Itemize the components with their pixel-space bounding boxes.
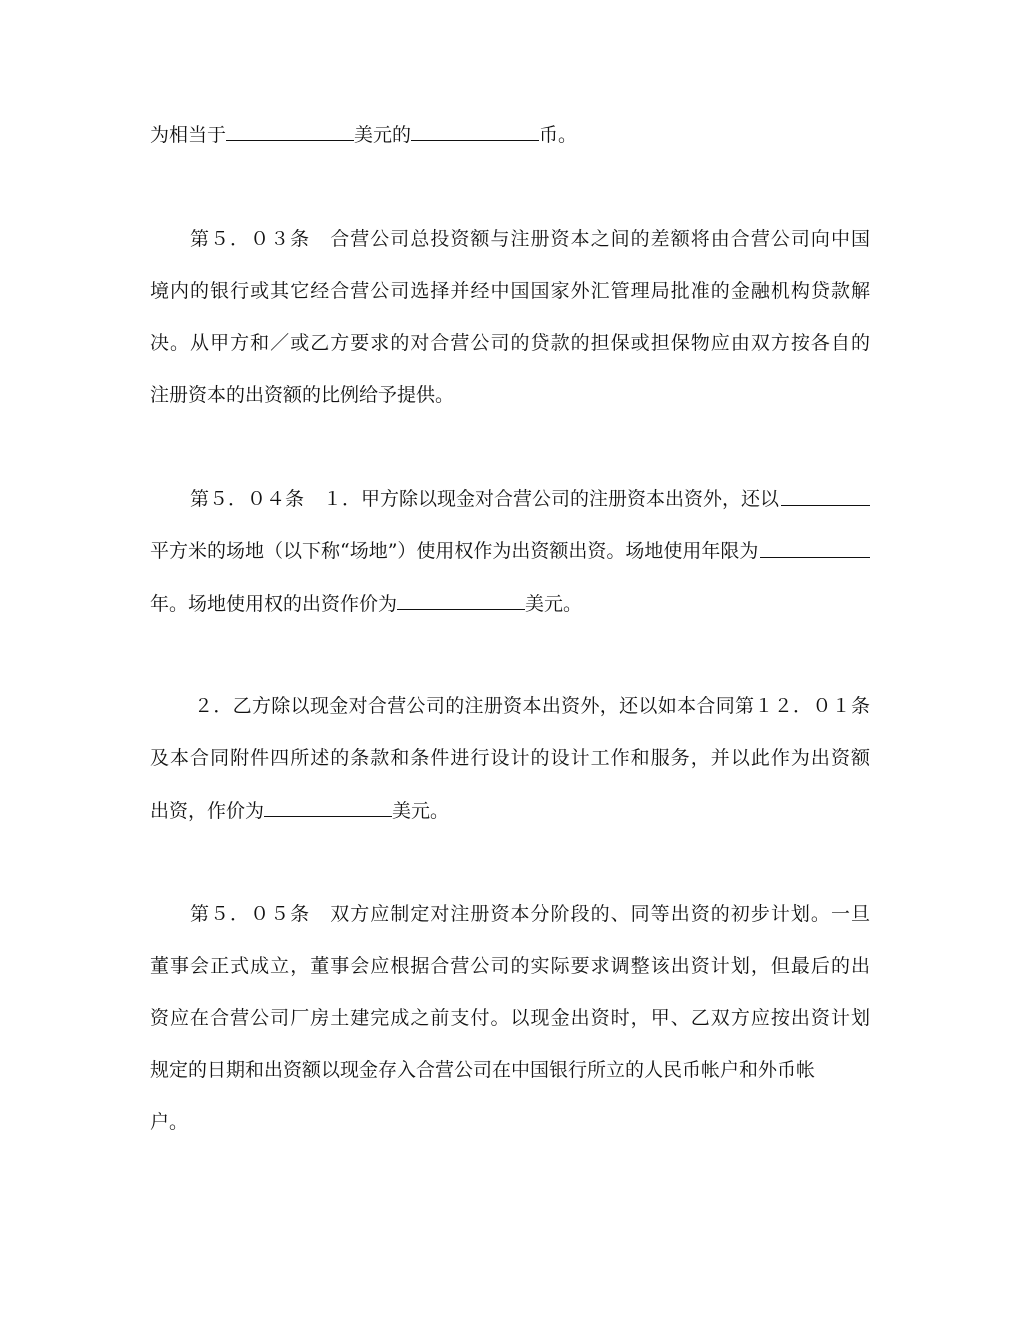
fill-in-blank bbox=[226, 122, 354, 141]
fill-in-blank bbox=[397, 591, 525, 610]
para-currency-line bbox=[150, 122, 870, 147]
article-504-item2-line-3 bbox=[150, 798, 870, 823]
fill-in-blank bbox=[781, 487, 870, 506]
article-503-line-1: 第５．０３条 合营公司总投资额与注册资本之间的差额将由合营公司向中国 bbox=[190, 228, 870, 250]
article-503-line-3: 决。从甲方和／或乙方要求的对合营公司的贷款的担保或担保物应由双方按各自的 bbox=[150, 332, 870, 354]
article-505-line-5: 户。 bbox=[150, 1111, 189, 1133]
article-505-line-3: 资应在合营公司厂房土建完成之前支付。以现金出资时，甲、乙双方应按出资计划 bbox=[150, 1007, 870, 1029]
text-segment: 美元。 bbox=[392, 800, 450, 822]
text-segment: 美元的 bbox=[354, 124, 412, 146]
text-segment: 出资，作价为 bbox=[150, 800, 265, 822]
text-segment: 为相当于 bbox=[150, 124, 227, 146]
fill-in-blank bbox=[411, 122, 539, 141]
article-504-item2-line-2: 及本合同附件四所述的条款和条件进行设计的设计工作和服务，并以此作为出资额 bbox=[150, 747, 870, 769]
text-segment: 第５．０４条 １．甲方除以现金对合营公司的注册资本出资外，还以 bbox=[190, 488, 780, 510]
article-504-line-2 bbox=[150, 539, 870, 563]
article-503-line-2: 境内的银行或其它经合营公司选择并经中国国家外汇管理局批准的金融机构贷款解 bbox=[150, 280, 870, 302]
text-segment: 年。场地使用权的出资作价为 bbox=[150, 593, 398, 615]
article-505-line-1: 第５．０５条 双方应制定对注册资本分阶段的、同等出资的初步计划。一旦 bbox=[190, 903, 870, 925]
article-504-line-1 bbox=[190, 487, 870, 511]
article-505-line-2: 董事会正式成立，董事会应根据合营公司的实际要求调整该出资计划，但最后的出 bbox=[150, 955, 870, 977]
text-segment: 币。 bbox=[539, 124, 578, 146]
article-504-item2-line-1: ２．乙方除以现金对合营公司的注册资本出资外，还以如本合同第１２．０１条 bbox=[194, 695, 870, 717]
fill-in-blank bbox=[760, 539, 870, 558]
text-segment: 平方米的场地（以下称“场地”）使用权作为出资额出资。场地使用年限为 bbox=[150, 540, 759, 562]
text-segment: 美元。 bbox=[525, 593, 583, 615]
article-503-line-4: 注册资本的出资额的比例给予提供。 bbox=[150, 384, 455, 406]
article-504-line-3 bbox=[150, 591, 870, 616]
fill-in-blank bbox=[264, 798, 392, 817]
article-505-line-4: 规定的日期和出资额以现金存入合营公司在中国银行所立的人民币帐户和外币帐 bbox=[150, 1059, 816, 1081]
